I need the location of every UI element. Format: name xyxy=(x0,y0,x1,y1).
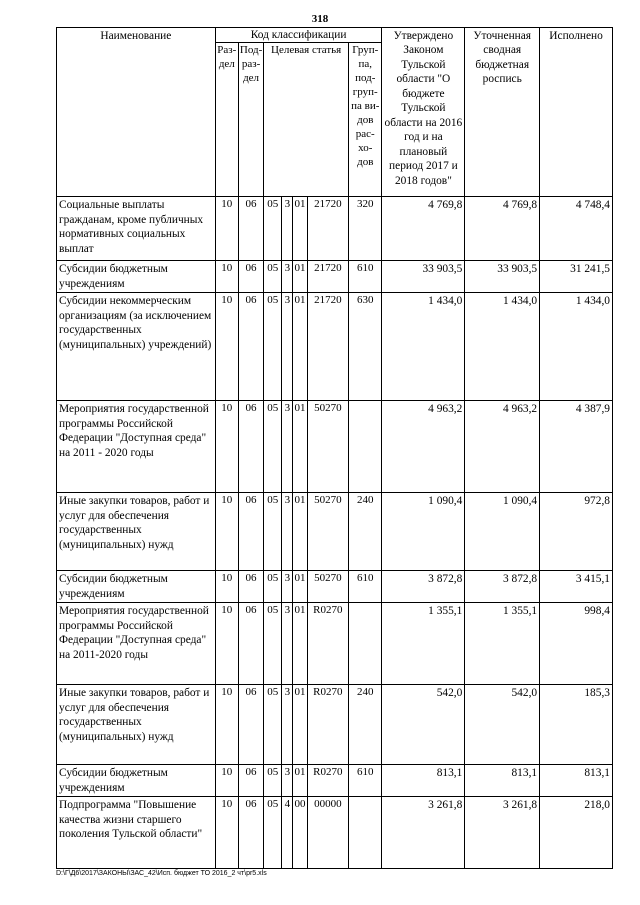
row-target-part: 01 xyxy=(293,401,307,493)
row-section: 10 xyxy=(215,261,238,293)
header-executed: Исполнено xyxy=(540,28,613,197)
row-target-code: R0270 xyxy=(307,765,348,797)
header-name: Наименование xyxy=(57,28,216,197)
row-expense-group xyxy=(349,401,382,493)
row-target-part: 00 xyxy=(293,797,307,869)
table-row xyxy=(57,603,613,685)
row-subsection: 06 xyxy=(238,293,263,401)
row-approved: 542,0 xyxy=(382,685,465,765)
row-executed: 4 748,4 xyxy=(540,197,613,261)
table-row xyxy=(57,293,613,401)
row-target-part: 01 xyxy=(293,685,307,765)
row-name: Субсидии бюджетным учреждениям xyxy=(57,261,216,293)
row-name: Субсидии бюджетным учреждениям xyxy=(57,765,216,797)
header-code-group: Код классификации xyxy=(215,28,382,43)
row-target-part: 3 xyxy=(282,197,293,261)
row-revised: 1 355,1 xyxy=(465,603,540,685)
row-target-part: 3 xyxy=(282,401,293,493)
row-target-part: 3 xyxy=(282,765,293,797)
row-approved: 1 090,4 xyxy=(382,493,465,571)
row-target-code: 21720 xyxy=(307,197,348,261)
row-target-code: 21720 xyxy=(307,293,348,401)
row-executed: 4 387,9 xyxy=(540,401,613,493)
row-section: 10 xyxy=(215,493,238,571)
row-target-part: 01 xyxy=(293,197,307,261)
row-subsection: 06 xyxy=(238,401,263,493)
row-target-code: 50270 xyxy=(307,401,348,493)
header-revised: Уточненная сводная бюджетная роспись xyxy=(465,28,540,197)
row-target-part: 05 xyxy=(264,797,282,869)
row-target-code: R0270 xyxy=(307,603,348,685)
row-target-part: 05 xyxy=(264,493,282,571)
row-revised: 1 090,4 xyxy=(465,493,540,571)
row-target-part: 05 xyxy=(264,603,282,685)
row-section: 10 xyxy=(215,401,238,493)
row-revised: 33 903,5 xyxy=(465,261,540,293)
row-target-part: 01 xyxy=(293,571,307,603)
row-subsection: 06 xyxy=(238,765,263,797)
row-revised: 3 872,8 xyxy=(465,571,540,603)
row-target-code: 50270 xyxy=(307,571,348,603)
row-target-part: 3 xyxy=(282,293,293,401)
row-section: 10 xyxy=(215,603,238,685)
page-number: 318 xyxy=(311,13,329,25)
row-target-part: 05 xyxy=(264,685,282,765)
row-target-part: 01 xyxy=(293,493,307,571)
row-name: Иные закупки товаров, работ и услуг для обеспечения государственных (муниципальных) нужд xyxy=(57,493,216,571)
row-expense-group xyxy=(349,797,382,869)
row-revised: 542,0 xyxy=(465,685,540,765)
row-target-part: 01 xyxy=(293,261,307,293)
row-target-part: 01 xyxy=(293,765,307,797)
row-expense-group: 610 xyxy=(349,261,382,293)
table-row xyxy=(57,197,613,261)
table-row xyxy=(57,571,613,603)
row-target-part: 3 xyxy=(282,493,293,571)
header-expense-group: Груп- па, под- груп- па ви- дов рас- хо- дов xyxy=(349,43,382,197)
row-name: Подпрограмма "Повышение качества жизни старшего поколения Тульской области" xyxy=(57,797,216,869)
table-row xyxy=(57,797,613,869)
row-executed: 972,8 xyxy=(540,493,613,571)
row-subsection: 06 xyxy=(238,261,263,293)
row-target-code: 00000 xyxy=(307,797,348,869)
row-expense-group: 240 xyxy=(349,685,382,765)
table-row xyxy=(57,765,613,797)
row-section: 10 xyxy=(215,571,238,603)
row-target-part: 4 xyxy=(282,797,293,869)
row-name: Иные закупки товаров, работ и услуг для обеспечения государственных (муниципальных) нужд xyxy=(57,685,216,765)
row-executed: 1 434,0 xyxy=(540,293,613,401)
row-name: Субсидии некоммерческим организациям (за исключением государственных (муниципальных) учреждений) xyxy=(57,293,216,401)
table-row xyxy=(57,493,613,571)
row-revised: 1 434,0 xyxy=(465,293,540,401)
header-subsection: Под- раз- дел xyxy=(238,43,263,197)
row-target-part: 05 xyxy=(264,197,282,261)
row-expense-group: 240 xyxy=(349,493,382,571)
row-approved: 4 769,8 xyxy=(382,197,465,261)
row-approved: 4 963,2 xyxy=(382,401,465,493)
header-target-article: Целевая статья xyxy=(264,43,349,197)
row-target-part: 3 xyxy=(282,261,293,293)
row-target-part: 05 xyxy=(264,401,282,493)
row-subsection: 06 xyxy=(238,603,263,685)
row-expense-group: 320 xyxy=(349,197,382,261)
row-subsection: 06 xyxy=(238,685,263,765)
row-revised: 4 963,2 xyxy=(465,401,540,493)
row-name: Субсидии бюджетным учреждениям xyxy=(57,571,216,603)
row-executed: 813,1 xyxy=(540,765,613,797)
row-target-part: 3 xyxy=(282,571,293,603)
row-name: Мероприятия государственной программы Российской Федерации "Доступная среда" на 2011 - 2020 годы xyxy=(57,401,216,493)
row-executed: 998,4 xyxy=(540,603,613,685)
row-executed: 31 241,5 xyxy=(540,261,613,293)
row-subsection: 06 xyxy=(238,571,263,603)
row-expense-group: 630 xyxy=(349,293,382,401)
table-row xyxy=(57,685,613,765)
row-name: Мероприятия государственной программы Российской Федерации "Доступная среда" на 2011-2020 годы xyxy=(57,603,216,685)
row-approved: 1 434,0 xyxy=(382,293,465,401)
row-executed: 218,0 xyxy=(540,797,613,869)
row-expense-group xyxy=(349,603,382,685)
row-section: 10 xyxy=(215,293,238,401)
row-name: Социальные выплаты гражданам, кроме публичных нормативных социальных выплат xyxy=(57,197,216,261)
row-subsection: 06 xyxy=(238,493,263,571)
row-target-part: 05 xyxy=(264,765,282,797)
row-section: 10 xyxy=(215,197,238,261)
row-target-code: 50270 xyxy=(307,493,348,571)
row-section: 10 xyxy=(215,797,238,869)
row-approved: 813,1 xyxy=(382,765,465,797)
row-approved: 33 903,5 xyxy=(382,261,465,293)
header-section: Раз- дел xyxy=(215,43,238,197)
row-revised: 3 261,8 xyxy=(465,797,540,869)
row-target-part: 01 xyxy=(293,293,307,401)
budget-table xyxy=(56,27,613,869)
header-row-top xyxy=(57,28,613,43)
header-approved: Утверждено Законом Тульской области "О бюджете Тульской области на 2016 год и на плановый период 2017 и 2018 годов" xyxy=(382,28,465,197)
row-expense-group: 610 xyxy=(349,765,382,797)
footer-file-path: D:\Г\Д6\2017\ЗАКОНЫ\ЗАС_42\Исп. бюджет ТО 2016_2 чт\pr5.xls xyxy=(56,870,267,877)
row-executed: 185,3 xyxy=(540,685,613,765)
row-approved: 3 261,8 xyxy=(382,797,465,869)
row-target-part: 05 xyxy=(264,261,282,293)
row-revised: 813,1 xyxy=(465,765,540,797)
row-revised: 4 769,8 xyxy=(465,197,540,261)
table-row xyxy=(57,261,613,293)
row-target-part: 3 xyxy=(282,685,293,765)
row-section: 10 xyxy=(215,765,238,797)
row-subsection: 06 xyxy=(238,197,263,261)
row-approved: 3 872,8 xyxy=(382,571,465,603)
row-target-part: 05 xyxy=(264,571,282,603)
row-expense-group: 610 xyxy=(349,571,382,603)
row-target-part: 05 xyxy=(264,293,282,401)
table-row xyxy=(57,401,613,493)
row-target-code: 21720 xyxy=(307,261,348,293)
row-target-part: 01 xyxy=(293,603,307,685)
row-approved: 1 355,1 xyxy=(382,603,465,685)
row-executed: 3 415,1 xyxy=(540,571,613,603)
row-section: 10 xyxy=(215,685,238,765)
row-subsection: 06 xyxy=(238,797,263,869)
row-target-code: R0270 xyxy=(307,685,348,765)
row-target-part: 3 xyxy=(282,603,293,685)
